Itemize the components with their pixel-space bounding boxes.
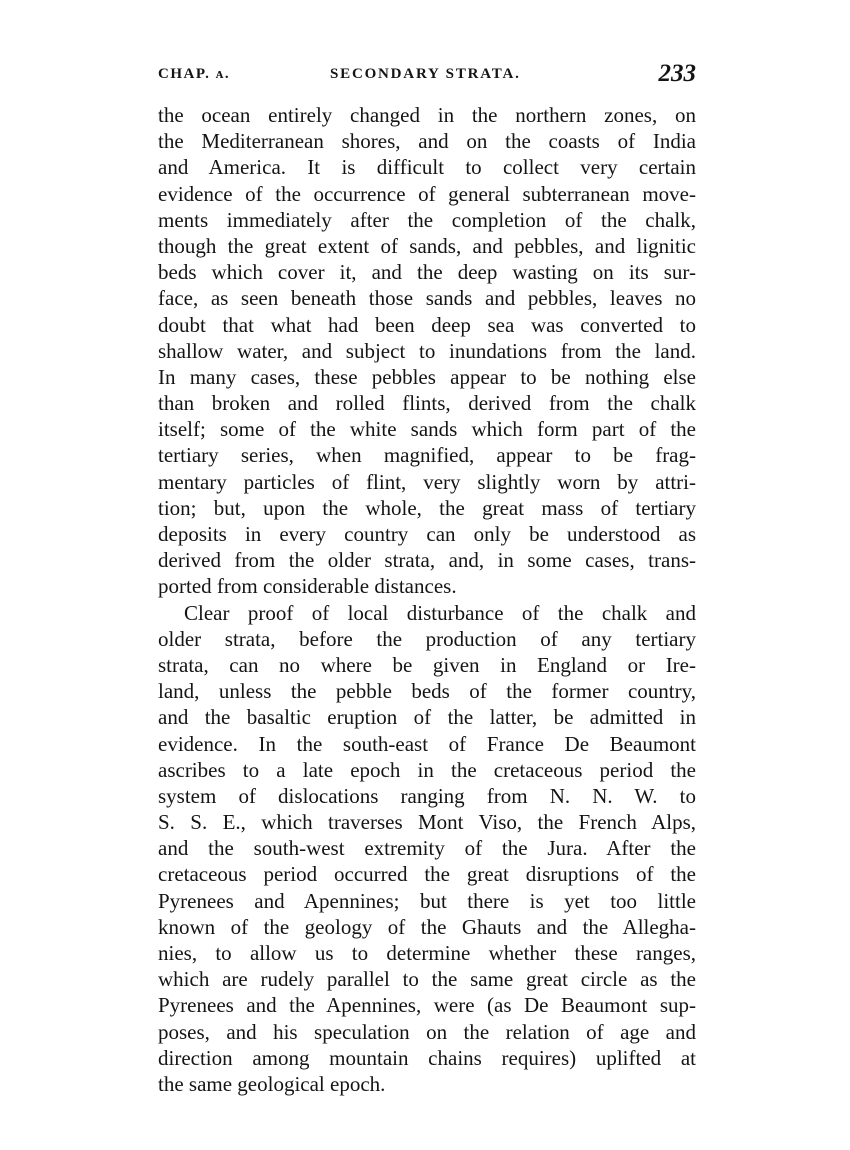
text-line: though the great extent of sands, and pebbles, and lignitic: [158, 233, 696, 258]
text-line: deposits in every country can only be understood as: [158, 522, 696, 546]
text-line: shallow water, and subject to inundations from the land.: [158, 338, 696, 363]
text-line: tion; but, upon the whole, the great mass of tertiary: [158, 495, 696, 520]
text-line: strata, can no where be given in England or Ire-: [158, 652, 696, 677]
text-line: ments immediately after the completion of the chalk,: [158, 207, 696, 232]
text-line: mentary particles of flint, very slightly worn by attri-: [158, 469, 696, 494]
text-line: In many cases, these pebbles appear to be nothing else: [158, 364, 696, 389]
text-line: ascribes to a late epoch in the cretaceous period the: [158, 757, 696, 782]
text-line: evidence. In the south-east of France De Beaumont: [158, 731, 696, 756]
running-head: [158, 60, 696, 90]
text-line: poses, and his speculation on the relation of age and: [158, 1019, 696, 1044]
body-text: [158, 102, 696, 1097]
text-line: land, unless the pebble beds of the former country,: [158, 679, 696, 704]
text-line: the same geological epoch.: [158, 1071, 386, 1096]
text-line: and the basaltic eruption of the latter, be admitted in: [158, 705, 696, 730]
text-line: derived from the older strata, and, in some cases, trans-: [158, 548, 696, 573]
running-title: SECONDARY STRATA.: [330, 66, 521, 82]
text-line: older strata, before the production of any tertiary: [158, 626, 696, 651]
text-line: direction among mountain chains requires) uplifted at: [158, 1045, 696, 1070]
text-line: system of dislocations ranging from N. N. W. to: [158, 783, 696, 808]
text-line: the Mediterranean shores, and on the coasts of India: [158, 129, 696, 154]
page-number: 233: [658, 60, 696, 87]
text-line: beds which cover it, and the deep wasting on its sur-: [158, 260, 696, 285]
text-line: Clear proof of local disturbance of the chalk and: [184, 600, 696, 625]
text-line: cretaceous period occurred the great disruptions of the: [158, 862, 696, 887]
text-line: nies, to allow us to determine whether these ranges,: [158, 941, 696, 965]
chapter-label: CHAP. ᴀ.: [158, 66, 231, 82]
text-line: Pyrenees and Apennines; but there is yet too little: [158, 888, 696, 913]
text-line: which are rudely parallel to the same great circle as the: [158, 967, 696, 992]
text-line: S. S. E., which traverses Mont Viso, the French Alps,: [158, 810, 696, 835]
text-line: tertiary series, when magnified, appear to be frag-: [158, 443, 696, 468]
text-line: ported from considerable distances.: [158, 574, 457, 599]
text-line: the ocean entirely changed in the northern zones, on: [158, 103, 696, 127]
text-line: and America. It is difficult to collect very certain: [158, 155, 696, 180]
text-line: than broken and rolled flints, derived from the chalk: [158, 391, 696, 416]
text-line: Pyrenees and the Apennines, were (as De Beaumont sup-: [158, 993, 696, 1018]
text-line: and the south-west extremity of the Jura. After the: [158, 836, 696, 861]
text-line: evidence of the occurrence of general subterranean move-: [158, 181, 696, 206]
text-line: face, as seen beneath those sands and pebbles, leaves no: [158, 286, 696, 311]
text-line: doubt that what had been deep sea was converted to: [158, 312, 696, 337]
text-line: known of the geology of the Ghauts and the Allegha-: [158, 914, 696, 939]
text-line: itself; some of the white sands which form part of the: [158, 417, 696, 442]
